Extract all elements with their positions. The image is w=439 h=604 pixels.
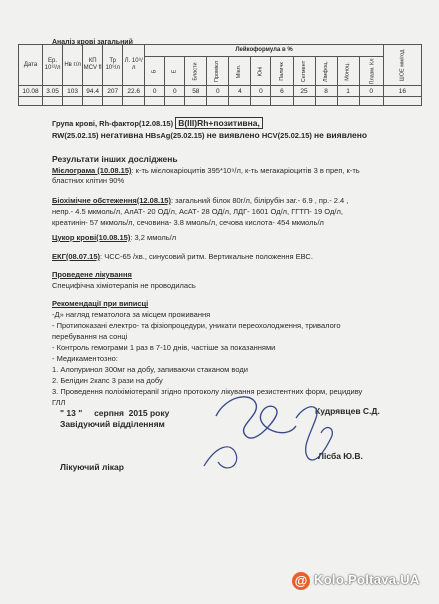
table-cell: 0 — [165, 86, 185, 97]
table-cell: 103 — [63, 86, 83, 97]
leukoformula-header: Лейкоформула в % — [145, 45, 384, 57]
table-cell: 6 — [271, 86, 293, 97]
document-title: Аналіз крові загальний — [52, 39, 133, 46]
table-cell: 0 — [251, 86, 271, 97]
col-header — [229, 57, 251, 86]
recommend-line: -Д» нагляд гематолога за місцем проживання — [52, 310, 211, 319]
col-header — [359, 57, 383, 86]
col-header — [185, 57, 207, 86]
treatment-title: Проведене лікування — [52, 270, 132, 279]
biochem-label: Біохімічне обстеження(12.08.15) — [52, 196, 171, 205]
date-day: " 13 " — [60, 408, 83, 418]
col-header: Ер. 10¹²/л — [43, 45, 63, 86]
hcv-label: HCV(25.02.15) — [261, 131, 312, 140]
table-cell: 4 — [229, 86, 251, 97]
col-header: Дата — [19, 45, 43, 86]
sugar-text: : 3,2 ммоль/л — [130, 233, 177, 242]
col-header: Тр 10⁹/л — [103, 45, 123, 86]
biochem-text-2: непр.- 4.5 мкмоль/л, АлАТ- 20 ОД/л, АсАТ- 28 ОД/л, ЛДГ- 1601 Од/л, ГГТП- 19 Од/л, — [52, 207, 343, 216]
hcv-value: не виявлено — [313, 130, 368, 140]
col-header: Нв г/л — [63, 45, 83, 86]
blood-test-table — [18, 44, 422, 106]
recommend-line: - Медикаментозно: — [52, 354, 118, 363]
head-name: Кудрявцев С.Д. — [315, 406, 380, 416]
rw-label: RW(25.02.15) — [52, 131, 99, 140]
doctor-name: Лісба Ю.В. — [318, 451, 363, 461]
col-header — [383, 45, 421, 86]
recommend-line: 2. Белідин 2капс 3 рази на добу — [52, 376, 163, 385]
table-cell: 94.4 — [83, 86, 103, 97]
biochem-line — [52, 196, 348, 205]
col-header-label: Е — [171, 69, 178, 73]
blood-group-line — [52, 119, 263, 128]
table-cell: 22.6 — [123, 86, 145, 97]
col-header-label: Лімфоц. — [322, 60, 329, 82]
table-cell: 0 — [145, 86, 165, 97]
table-row — [19, 86, 422, 97]
table-cell: 0 — [207, 86, 229, 97]
date-line — [60, 409, 169, 418]
col-header-label: Паличк — [278, 61, 285, 81]
col-header — [271, 57, 293, 86]
table-cell: 10.08 — [19, 86, 43, 97]
rw-value: негативна — [100, 130, 144, 140]
col-header — [315, 57, 337, 86]
col-header — [207, 57, 229, 86]
col-header-label: Промієл — [214, 60, 221, 82]
recommend-line: ГЛЛ — [52, 398, 66, 407]
date-month: серпня — [94, 408, 124, 418]
blood-group-label: Група крові, Rh-фактор(12.08.15) — [52, 119, 174, 128]
biochem-text-3: креатинін- 57 мкмоль/л, сечовина- 3.8 ммоль/л, сечова кислота- 454 мкмоль/л — [52, 218, 324, 227]
table-cell: 1 — [337, 86, 359, 97]
recommend-line: перебування на сонці — [52, 332, 128, 341]
col-header-label: Плазм. Кл — [369, 58, 376, 84]
col-header-label: ШОЕ мм/год — [398, 49, 405, 81]
table-row-empty — [19, 97, 422, 106]
myelogram-text: : к-ть мієлокаріоцитів 395*10⁹/л, к-ть мегакаріоцитів 3 в преп, к-ть — [131, 166, 360, 175]
ekg-label: ЕКГ(08.07.15) — [52, 252, 101, 261]
table-cell: 3.05 — [43, 86, 63, 97]
col-header — [251, 57, 271, 86]
sugar-label: Цукор крові(10.08.15) — [52, 233, 131, 242]
sugar-line — [52, 233, 176, 242]
blood-group-value: B(III)Rh+позитивна, — [175, 117, 263, 129]
table-cell: 58 — [185, 86, 207, 97]
recommend-line: - Протипоказані електро- та фізіопроцедури, уникати переохолодження, тривалого — [52, 321, 341, 330]
table-cell: 25 — [293, 86, 315, 97]
myelogram-text-2: бластних клітин 90% — [52, 176, 125, 185]
table-cell: 207 — [103, 86, 123, 97]
treatment-text: Специфічна хіміотерапія не проводилась — [52, 281, 196, 290]
col-header-label: Юні — [257, 66, 264, 76]
col-header-label: Бласти — [192, 61, 199, 81]
col-header: Л. 10⁹/л — [123, 45, 145, 86]
signature-doctor — [286, 398, 346, 468]
myelogram-line — [52, 166, 360, 175]
myelogram-label: Мієлограма (10.08.15) — [52, 166, 132, 175]
other-tests-title: Результати інших досліджень — [52, 154, 178, 164]
hbsag-label: HBsAg(25.02.15) — [145, 131, 205, 140]
col-header — [337, 57, 359, 86]
table-cell: 0 — [359, 86, 383, 97]
col-header-label: Б — [151, 69, 158, 73]
doctor-label: Лікуючий лікар — [60, 462, 124, 472]
serology-line — [52, 131, 367, 140]
col-header-label: Сегмент — [300, 60, 307, 82]
col-header — [165, 57, 185, 86]
col-header — [145, 57, 165, 86]
col-header — [293, 57, 315, 86]
ekg-text: : ЧСС-65 /хв., синусовий ритм. Вертикальне положення ЕВС. — [100, 252, 313, 261]
table-cell: 16 — [383, 86, 421, 97]
date-year: 2015 року — [128, 408, 170, 418]
recommend-line: 1. Алопуринол 300мг на добу, запиваючи стаканом води — [52, 365, 248, 374]
watermark-text: Kolo.Poltava.UA — [314, 572, 420, 587]
site-watermark — [292, 570, 432, 594]
recommend-line: 3. Проведення поліхіміотерапії згідно протоколу лікування резистентних форм, рецидиву — [52, 387, 363, 396]
at-logo-icon: @ — [292, 572, 310, 590]
col-header: КП MCV fl — [83, 45, 103, 86]
col-header-label: Моноц. — [344, 61, 351, 81]
hbsag-value: не виявлено — [206, 130, 260, 140]
recommend-title: Рекомендації при виписці — [52, 299, 149, 308]
biochem-text: : загальний білок 80г/л, білірубін заг.- 6.9 , пр.- 2.4 , — [170, 196, 349, 205]
recommend-line: - Контроль гемограми 1 раз в 7-10 днів, частіше за показаннями — [52, 343, 276, 352]
ekg-line — [52, 252, 313, 261]
col-header-label: Міел. — [236, 64, 243, 78]
head-label: Завідуючий відділенням — [60, 419, 165, 429]
table-cell: 8 — [315, 86, 337, 97]
